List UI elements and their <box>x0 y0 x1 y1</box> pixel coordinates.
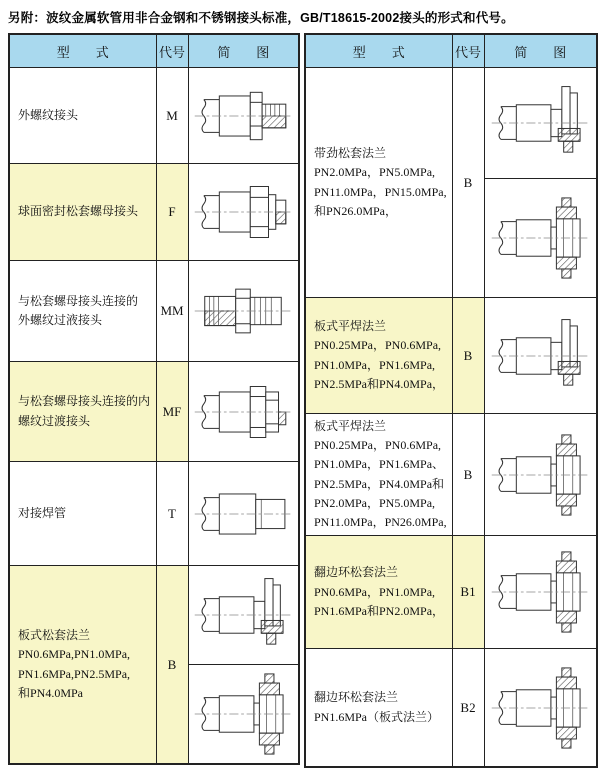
type-cell <box>9 362 156 462</box>
type-cell <box>9 68 156 164</box>
flange-loose-tall-icon <box>192 573 294 657</box>
connector-table-right <box>304 33 598 768</box>
code-cell: B <box>452 298 484 414</box>
type-line: 和PN4.0MPa <box>18 685 84 700</box>
code-cell: M <box>156 68 188 164</box>
col-header-code: 代号 <box>156 34 188 68</box>
diagram-cell <box>484 649 597 768</box>
type-cell <box>9 566 156 765</box>
type-line: 螺纹过渡接头 <box>18 413 91 428</box>
col-header-diagram: 简 图 <box>188 34 299 68</box>
type-line: PN2.0MPa，PN5.0MPa, <box>314 165 436 180</box>
tables-row <box>8 33 600 768</box>
flange-loose-tall-icon <box>489 81 591 165</box>
type-line: PN0.25MPa，PN0.6MPa, <box>314 438 442 453</box>
diagram-cell <box>188 566 299 665</box>
type-line: PN0.6MPa，PN1.0MPa, <box>314 584 436 599</box>
code-cell: MF <box>156 362 188 462</box>
diagram-cell <box>484 68 597 179</box>
fitting-female-adapter-icon <box>192 370 294 454</box>
col-header-type: 型 式 <box>305 34 452 68</box>
type-line: 翻边环松套法兰 <box>314 565 399 580</box>
type-cell <box>305 414 452 536</box>
type-cell <box>9 462 156 566</box>
type-line: 外螺纹过液接头 <box>18 313 103 327</box>
type-line: PN0.25MPa，PN0.6MPa, <box>314 338 442 353</box>
butt-weld-pipe-icon <box>192 472 294 556</box>
page-title: 另附：波纹金属软管用非合金钢和不锈钢接头标准，GB/T18615-2002接头的形式和代号。 <box>8 11 514 25</box>
type-line: 对接焊管 <box>18 505 67 520</box>
flange-loose-sym-icon <box>489 433 591 517</box>
diagram-cell <box>188 362 299 462</box>
type-line: PN1.6MPa（板式法兰） <box>314 709 440 724</box>
type-line: 翻边环松套法兰 <box>314 690 399 705</box>
col-header-diagram: 简 图 <box>484 34 597 68</box>
fitting-male-thread-icon <box>192 74 294 158</box>
type-line: PN1.0MPa，PN1.6MPa、 <box>314 457 445 472</box>
type-line: PN2.0MPa，PN5.0MPa, <box>314 495 436 510</box>
diagram-cell <box>484 414 597 536</box>
diagram-cell <box>484 536 597 649</box>
type-line: 和PN26.0MPa， <box>314 203 398 218</box>
type-line: 球面密封松套螺母接头 <box>18 204 139 219</box>
flange-plate-sym-icon <box>489 666 591 750</box>
diagram-cell <box>188 68 299 164</box>
type-line: PN0.6MPa,PN1.0MPa, <box>18 647 131 662</box>
type-line: PN1.6MPa和PN2.0MPa， <box>314 603 445 618</box>
diagram-cell <box>188 164 299 261</box>
type-cell <box>305 649 452 768</box>
type-line: PN1.6MPa,PN2.5MPa, <box>18 666 131 681</box>
code-cell: B2 <box>452 649 484 768</box>
col-header-code: 代号 <box>452 34 484 68</box>
type-cell <box>9 164 156 261</box>
flange-flared-sym-icon <box>489 550 591 634</box>
type-cell <box>305 68 452 298</box>
fitting-nipple-icon <box>192 269 294 353</box>
type-cell <box>305 536 452 649</box>
type-line: PN2.5MPa和PN4.0MPa， <box>314 376 445 391</box>
code-cell: F <box>156 164 188 261</box>
diagram-cell <box>484 179 597 298</box>
type-cell <box>9 261 156 362</box>
type-line: 外螺纹接头 <box>18 107 79 122</box>
type-line: PN11.0MPa，PN15.0MPa, <box>314 184 447 199</box>
type-line: 带劲松套法兰 <box>314 146 387 161</box>
code-cell: B <box>156 566 188 765</box>
code-cell: MM <box>156 261 188 362</box>
connector-table-left <box>8 33 300 765</box>
code-cell: B <box>452 414 484 536</box>
code-cell: T <box>156 462 188 566</box>
code-cell: B1 <box>452 536 484 649</box>
type-line: PN11.0MPa，PN26.0MPa, <box>314 514 447 529</box>
type-line: PN2.5MPa，PN4.0MPa和 <box>314 476 445 491</box>
flange-weld-tall-icon <box>489 314 591 398</box>
type-line: 与松套螺母接头连接的 <box>18 293 139 308</box>
type-line: PN1.0MPa，PN1.6MPa, <box>314 357 436 372</box>
type-cell <box>305 298 452 414</box>
diagram-cell <box>188 261 299 362</box>
flange-loose-sym-icon <box>489 196 591 280</box>
diagram-cell <box>188 665 299 765</box>
code-cell: B <box>452 68 484 298</box>
col-header-type: 型 式 <box>9 34 156 68</box>
type-line: 板式平焊法兰 <box>314 319 387 334</box>
type-line: 板式松套法兰 <box>18 628 91 643</box>
flange-loose-sym-icon <box>192 672 294 756</box>
diagram-cell <box>484 298 597 414</box>
type-line: 与松套螺母接头连接的内 <box>18 394 151 409</box>
diagram-cell <box>188 462 299 566</box>
fitting-union-nut-icon <box>192 170 294 254</box>
type-line: 板式平焊法兰 <box>314 419 387 433</box>
